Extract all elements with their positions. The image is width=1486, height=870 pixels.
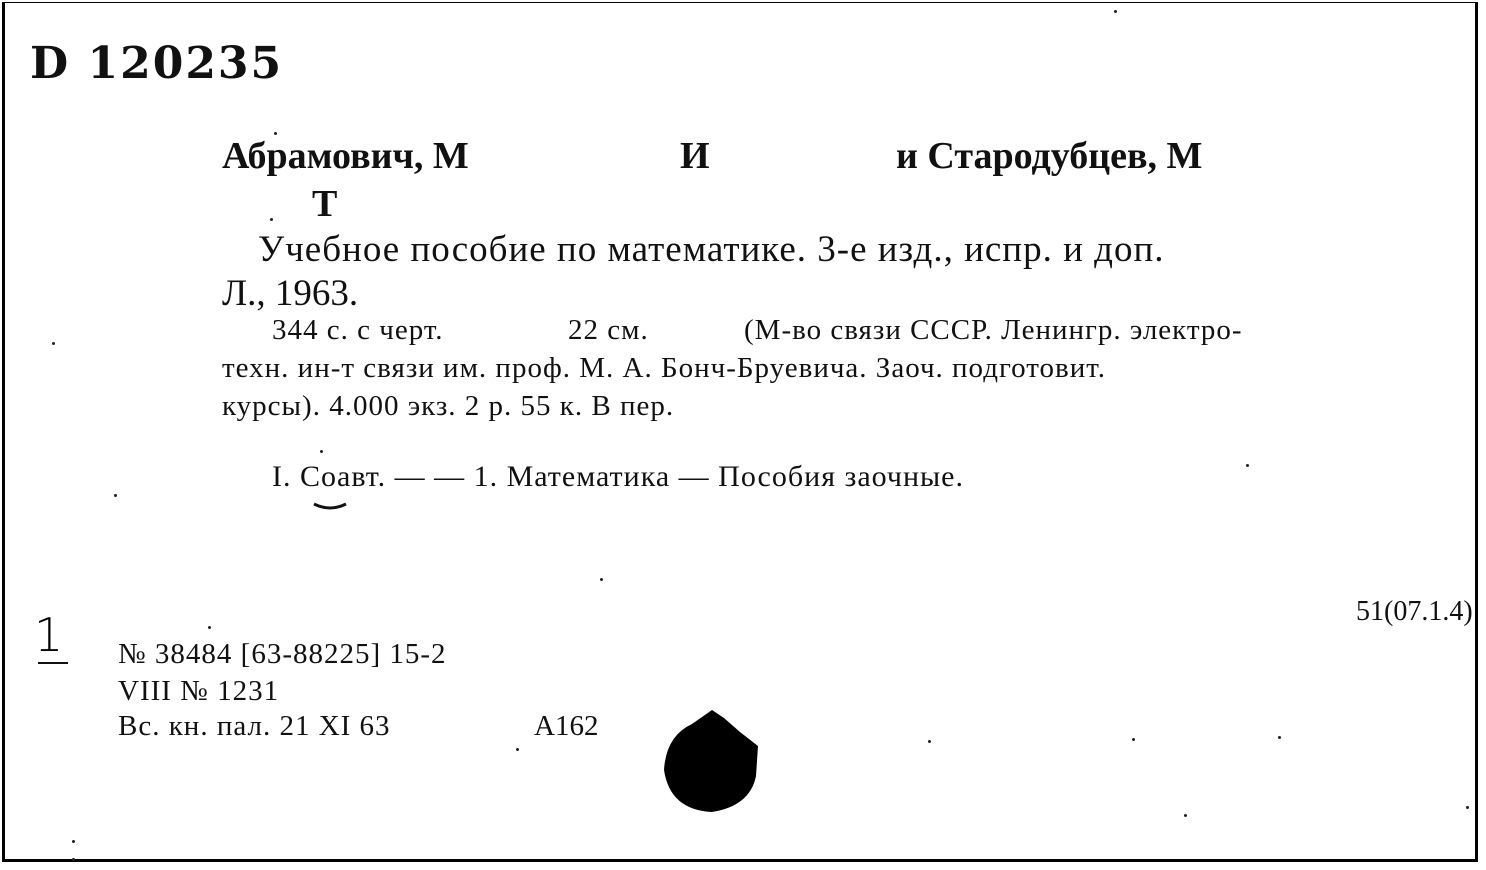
speck: [270, 218, 273, 221]
speck: [320, 450, 323, 453]
collation-size: 22 см.: [568, 314, 649, 346]
accession-line-2: VIII № 1231: [118, 675, 280, 707]
author-initial: И: [680, 135, 710, 177]
speck: [114, 494, 117, 497]
pencil-underline-mark: [312, 500, 352, 514]
accession-line-1: № 38484 [63-88225] 15-2: [118, 638, 447, 670]
author-surname-first: Абрамович, М: [222, 135, 469, 177]
speck: [72, 858, 75, 861]
speck: [1184, 814, 1187, 817]
speck: [1278, 736, 1281, 739]
handwritten-underline: [38, 662, 68, 664]
accession-line-3: Вс. кн. пал. 21 XI 63: [118, 710, 391, 742]
collation-line-3: курсы). 4.000 экз. 2 р. 55 к. В пер.: [222, 390, 675, 422]
speck: [208, 626, 211, 629]
speck: [72, 840, 75, 843]
shelfmark: D 120235: [30, 38, 284, 89]
speck: [274, 132, 277, 135]
handwritten-number: 1: [34, 608, 64, 662]
book-title: Учебное пособие по математике. 3-е изд., испр. и доп.: [258, 229, 1165, 270]
speck: [600, 578, 603, 581]
class-number: 51(07.1.4): [1356, 596, 1473, 627]
author-coauthor: и Стародубцев, М: [896, 135, 1203, 177]
author-initial-second: Т: [312, 183, 338, 225]
collation-pages: 344 с. с черт.: [272, 314, 444, 346]
collation-series: (М-во связи СССР. Ленингр. электро-: [744, 314, 1243, 346]
speck: [1132, 738, 1135, 741]
speck: [928, 740, 931, 743]
speck: [1246, 464, 1249, 467]
tracings: I. Соавт. — — 1. Математика — Пособия заочные.: [272, 460, 964, 493]
speck: [1114, 10, 1117, 13]
speck: [1466, 806, 1469, 809]
speck: [516, 748, 519, 751]
accession-code: А162: [534, 710, 599, 742]
speck: [52, 342, 55, 345]
punch-hole: [662, 706, 762, 814]
imprint: Л., 1963.: [222, 273, 359, 314]
collation-line-2: техн. ин-т связи им. проф. М. А. Бонч-Бруевича. Заоч. подготовит.: [222, 352, 1107, 384]
